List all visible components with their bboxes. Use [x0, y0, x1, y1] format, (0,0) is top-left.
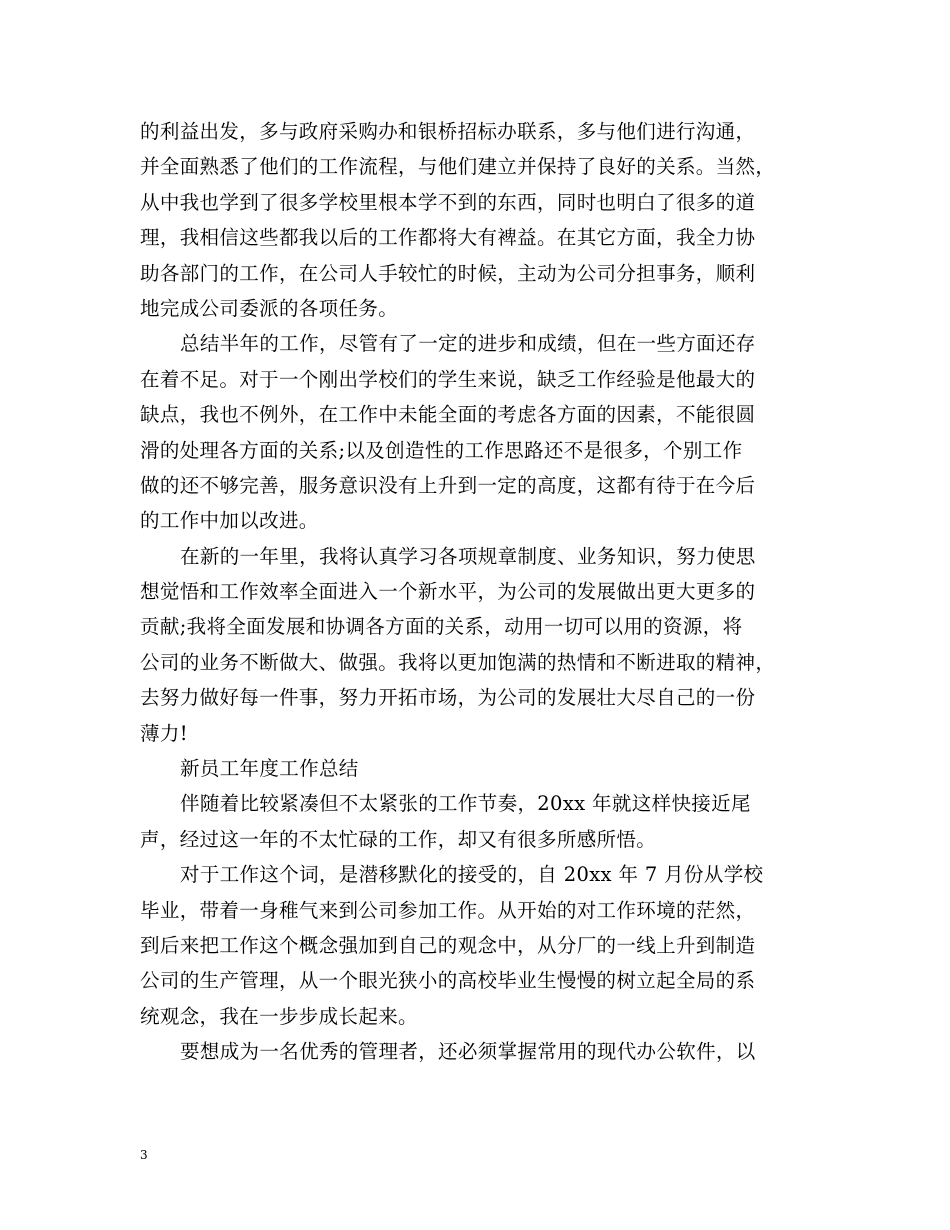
text-line: 的工作中加以改进。 — [140, 509, 319, 533]
text-line: 滑的处理各方面的关系;以及创造性的工作思路还不是很多，个别工作 — [140, 438, 743, 462]
text-line: 声，经过这一年的不太忙碌的工作，却又有很多所感所悟。 — [140, 827, 657, 851]
text-line: 理，我相信这些都我以后的工作都将大有裨益。在其它方面，我全力协 — [140, 226, 756, 250]
paragraph — [140, 857, 820, 1034]
paragraph — [140, 751, 820, 786]
text-line: 总结半年的工作，尽管有了一定的进步和成绩，但在一些方面还存 — [180, 332, 756, 356]
text-line: 地完成公司委派的各项任务。 — [140, 296, 399, 320]
page-number: 3 — [140, 1148, 148, 1162]
text-line: 公司的生产管理，从一个眼光狭小的高校毕业生慢慢的树立起全局的系 — [140, 969, 756, 993]
text-line: 到后来把工作这个概念强加到自己的观念中，从分厂的一线上升到制造 — [140, 933, 756, 957]
text-line: 新员工年度工作总结 — [180, 757, 359, 781]
text-line: 伴随着比较紧凑但不太紧张的工作节奏，20xx 年就这样快接近尾 — [180, 792, 751, 816]
text-line: 并全面熟悉了他们的工作流程，与他们建立并保持了良好的关系。当然， — [140, 155, 776, 179]
text-line: 从中我也学到了很多学校里根本学不到的东西，同时也明白了很多的道 — [140, 190, 756, 214]
text-line: 贡献;我将全面发展和协调各方面的关系，动用一切可以用的资源，将 — [140, 615, 743, 639]
paragraph — [140, 539, 820, 751]
text-line: 对于工作这个词，是潜移默化的接受的，自 20xx 年 7 月份从学校 — [180, 863, 764, 887]
document-body — [140, 114, 820, 1070]
text-line: 统观念，我在一步步成长起来。 — [140, 1004, 418, 1028]
text-line: 毕业，带着一身稚气来到公司参加工作。从开始的对工作环境的茫然， — [140, 898, 756, 922]
paragraph — [140, 114, 820, 326]
text-line: 缺点，我也不例外，在工作中未能全面的考虑各方面的因素，不能很圆 — [140, 403, 756, 427]
text-line: 在着不足。对于一个刚出学校们的学生来说，缺乏工作经验是他最大的 — [140, 367, 756, 391]
paragraph — [140, 786, 820, 857]
text-line: 去努力做好每一件事，努力开拓市场，为公司的发展壮大尽自己的一份 — [140, 686, 756, 710]
text-line: 在新的一年里，我将认真学习各项规章制度、业务知识，努力使思 — [180, 544, 756, 568]
text-line: 薄力! — [140, 721, 188, 745]
text-line: 做的还不够完善，服务意识没有上升到一定的高度，这都有待于在今后 — [140, 473, 756, 497]
paragraph — [140, 326, 820, 538]
text-line: 的利益出发，多与政府采购办和银桥招标办联系，多与他们进行沟通， — [140, 120, 756, 143]
text-line: 要想成为一名优秀的管理者，还必须掌握常用的现代办公软件，以 — [180, 1040, 756, 1064]
text-line: 想觉悟和工作效率全面进入一个新水平，为公司的发展做出更大更多的 — [140, 580, 756, 604]
text-line: 助各部门的工作，在公司人手较忙的时候，主动为公司分担事务，顺利 — [140, 261, 756, 285]
text-line: 公司的业务不断做大、做强。我将以更加饱满的热情和不断进取的精神， — [140, 650, 776, 674]
paragraph — [140, 1034, 820, 1069]
